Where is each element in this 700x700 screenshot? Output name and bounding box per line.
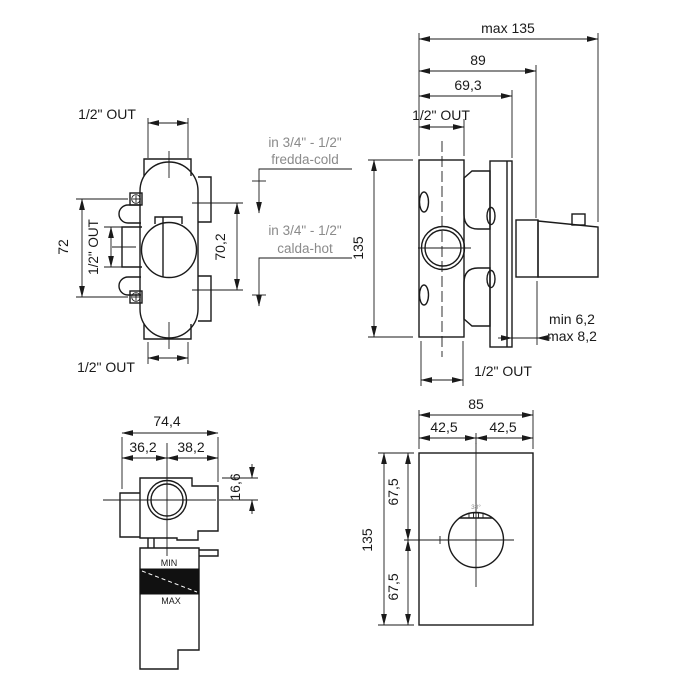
mount-lug-bottom xyxy=(464,268,490,326)
dim-text-out-bottom: 1/2" OUT xyxy=(77,359,135,375)
dim-67-5-bottom xyxy=(385,540,408,625)
dim-text-89: 89 xyxy=(470,52,486,68)
inlet-cold-line1: in 3/4" - 1/2" xyxy=(268,135,342,150)
leader-cold xyxy=(259,169,352,213)
dim-text-135-plate: 135 xyxy=(359,528,375,552)
dim-69-3 xyxy=(419,77,512,96)
dim-text-74-4: 74,4 xyxy=(153,413,181,429)
dim-out-top xyxy=(78,106,188,158)
dim-89 xyxy=(419,52,536,71)
faceplate-view xyxy=(359,396,533,625)
dim-out-top-side xyxy=(412,107,470,127)
dim-text-36-2: 36,2 xyxy=(129,439,157,455)
inlet-boss-hot xyxy=(198,276,211,321)
handle-button xyxy=(572,214,585,225)
side-view xyxy=(350,20,598,386)
dim-text-38-2: 38,2 xyxy=(177,439,205,455)
dim-text-69-3: 69,3 xyxy=(454,77,482,93)
dim-text-42-5-left: 42,5 xyxy=(430,419,458,435)
dim-36-2-38-2 xyxy=(122,439,218,458)
dim-text-max-135: max 135 xyxy=(481,20,535,36)
inlet-hot-line2: calda-hot xyxy=(277,241,333,256)
side-port-top xyxy=(420,192,429,212)
dim-135-plate xyxy=(359,453,384,625)
front-view xyxy=(55,106,352,375)
inlet-cold-line2: fredda-cold xyxy=(271,152,339,167)
dim-max-135 xyxy=(419,20,598,39)
dim-135-side xyxy=(350,160,413,337)
dim-67-5-top xyxy=(385,453,408,540)
top-view-min-max xyxy=(103,413,258,669)
dim-plate-projection xyxy=(498,281,597,345)
mount-lug-top xyxy=(464,171,490,229)
dim-text-min-6-2: min 6,2 xyxy=(549,311,595,327)
inlet-hot-line1: in 3/4" - 1/2" xyxy=(268,223,342,238)
dim-text-max-8-2: max 8,2 xyxy=(547,328,597,344)
dim-text-67-5-top: 67,5 xyxy=(385,478,401,506)
knob-temp-label: 38° xyxy=(471,504,481,511)
stem-tab xyxy=(199,550,218,556)
dim-85 xyxy=(419,396,533,415)
dim-text-70-2: 70,2 xyxy=(212,233,228,261)
handle xyxy=(538,221,598,277)
dim-text-out-bottom-side: 1/2" OUT xyxy=(474,363,532,379)
max-label: MAX xyxy=(161,596,181,606)
dim-out-bottom xyxy=(77,342,188,375)
dim-text-out-top-side: 1/2" OUT xyxy=(412,107,470,123)
dim-text-16-6: 16,6 xyxy=(227,473,243,501)
mounting-ear-top xyxy=(119,205,141,223)
label-inlet-cold xyxy=(252,135,352,213)
dim-text-42-5-right: 42,5 xyxy=(489,419,517,435)
dim-text-135-side: 135 xyxy=(350,236,366,260)
min-label: MIN xyxy=(160,558,178,568)
cartridge-circle xyxy=(142,223,197,278)
valve-body xyxy=(140,162,198,338)
dim-text-out-top: 1/2" OUT xyxy=(78,106,136,122)
dim-out-bottom-side xyxy=(421,341,532,386)
lug-hole-bottom xyxy=(487,271,495,288)
dim-text-85: 85 xyxy=(468,396,484,412)
inlet-boss-cold xyxy=(198,177,211,222)
wall-plate-side xyxy=(490,161,512,347)
label-inlet-hot xyxy=(252,223,352,306)
dim-text-out-left: 1/2" OUT xyxy=(86,219,101,275)
lug-hole-top xyxy=(487,208,495,225)
valve-body-side xyxy=(419,160,464,337)
side-port-bottom xyxy=(420,285,429,305)
dim-16-6 xyxy=(219,464,258,514)
dim-text-67-5-bottom: 67,5 xyxy=(385,573,401,601)
leader-hot xyxy=(259,258,352,306)
dim-text-72: 72 xyxy=(55,239,71,255)
handle-sleeve xyxy=(516,220,538,277)
